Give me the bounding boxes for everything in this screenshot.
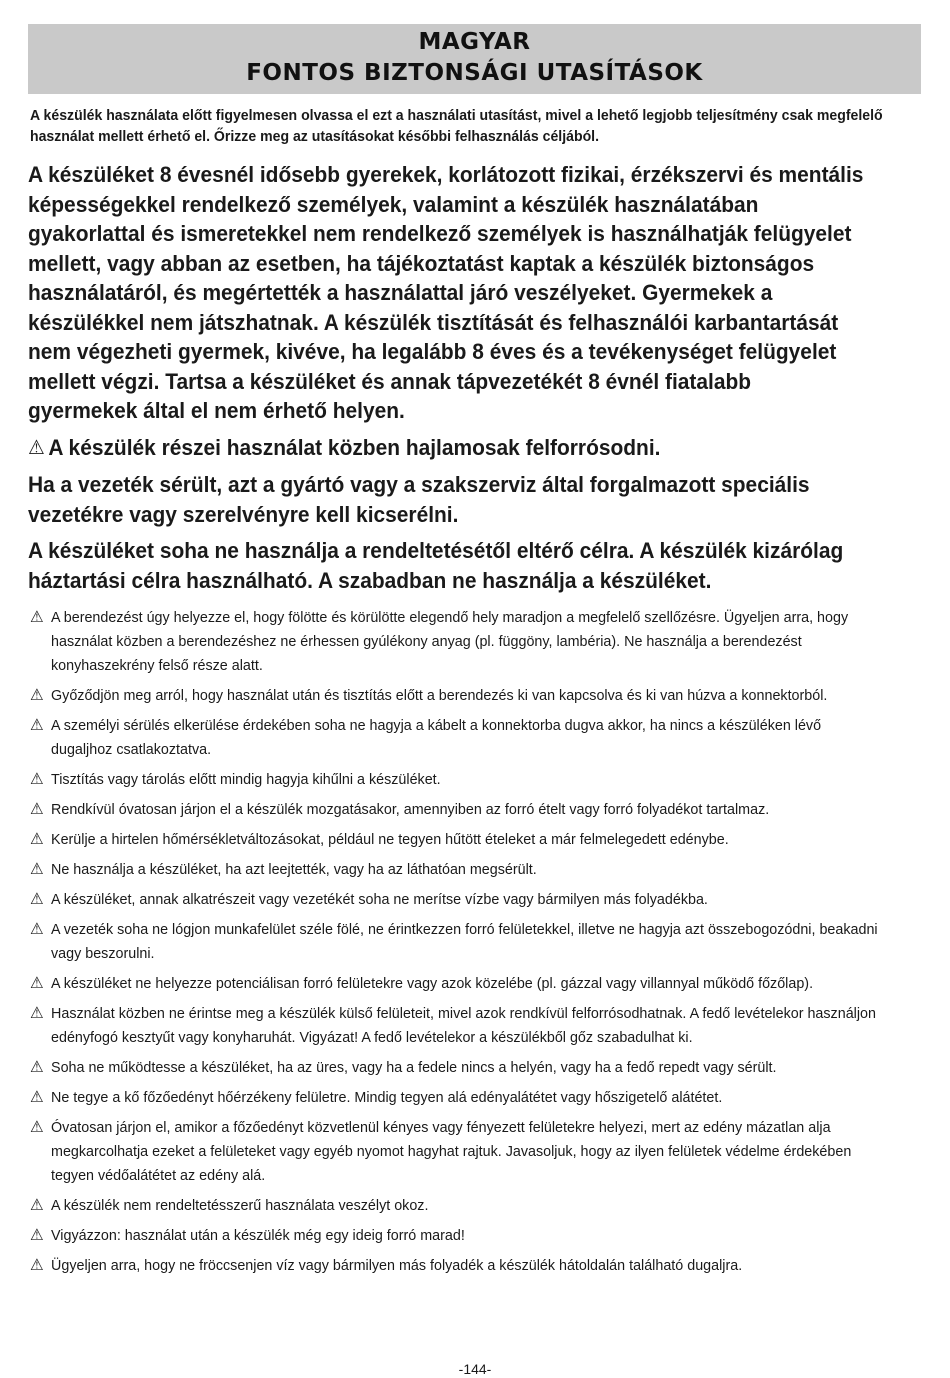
warning-triangle-icon: ⚠ [30,921,44,938]
warning-text: A készülék nem rendeltetésszerű használata veszélyt okoz. [51,1197,429,1214]
warning-triangle-icon: ⚠ [30,975,44,992]
warning-item [30,1116,885,1188]
warning-triangle-icon: ⚠ [30,771,44,788]
warning-triangle-icon: ⚠ [30,1119,44,1136]
warning-text: Ne tegye a kő főzőedényt hőérzékeny felületre. Mindig tegyen alá edényalátétet vagy hőszigetelő alátétet. [51,1089,723,1106]
warning-item [30,1056,885,1080]
hot-surface-warning-icon: ⚠ [28,436,45,459]
warning-item [30,1086,885,1110]
warning-item [30,768,885,792]
warning-item [30,828,885,852]
warning-item [30,888,885,912]
warning-item [30,1002,885,1050]
children-safety-paragraph: A készüléket 8 évesnél idősebb gyerekek, korlátozott fizikai, érzékszervi és mentális képességekkel rendelkező személyek, valamint a készülék használatában gyakorlattal és ismeretekkel nem rendelkező személyek is használhatják felügyelet mellett, vagy abban az esetben, ha tájékoztatást kaptak a készülék biztonságos használatáról, és megértették a használattal járó veszélyeket. Gyermekek a készülékkel nem játszhatnak. A készülék tisztítását és felhasználói karbantartását nem végezheti gyermek, kivéve, ha legalább 8 éves és a tevékenységet felügyelet mellett végzi. Tartsa a készüléket és annak tápvezetékét 8 évnél fiatalabb gyermekek által el nem érhető helyen. [28,162,864,423]
cord-replacement-paragraph: Ha a vezeték sérült, azt a gyártó vagy a szakszerviz által forgalmazott speciális vezetékre vagy szerelvényre kell kicserélni. [28,472,810,527]
warning-item [30,714,885,762]
warning-triangle-icon: ⚠ [30,831,44,848]
warning-text: A készüléket ne helyezze potenciálisan forró felületekre vagy azok közelébe (pl. gázzal vagy villannyal működő főzőlap). [51,975,814,992]
warning-text: Óvatosan járjon el, amikor a főzőedényt közvetlenül kényes vagy fényezett felületekre helyezi, mert az edény mázatlan alja megkarcolhatja ezeket a felületeket vagy egyéb nyomot hagyhat rajtuk. Javasoljuk, hogy az ilyen felületek védelme érdekében tegyen védőalátétet az edény alá. [51,1119,852,1184]
warning-item [30,1224,885,1248]
warning-text: Rendkívül óvatosan járjon el a készülék mozgatásakor, amennyiben az forró ételt vagy forró folyadékot tartalmaz. [51,801,770,818]
warning-text: Győződjön meg arról, hogy használat után és tisztítás előtt a berendezés ki van kapcsolva és ki van húzva a konnektorból. [51,687,828,704]
warning-triangle-icon: ⚠ [30,1089,44,1106]
warnings-list [30,606,925,1284]
warning-text: Ne használja a készüléket, ha azt leejtették, vagy ha az láthatóan megsérült. [51,861,537,878]
warning-item [30,798,885,822]
warning-triangle-icon: ⚠ [30,1005,44,1022]
warning-triangle-icon: ⚠ [30,861,44,878]
warning-text: Tisztítás vagy tárolás előtt mindig hagyja kihűlni a készüléket. [51,771,441,788]
warning-triangle-icon: ⚠ [30,717,44,734]
warning-text: Kerülje a hirtelen hőmérsékletváltozásokat, például ne tegyen hűtött ételeket a már felmelegedett edénybe. [51,831,729,848]
warning-triangle-icon: ⚠ [30,1257,44,1274]
hot-parts-paragraph [28,433,865,464]
warning-text: Használat közben ne érintse meg a készülék külső felületeit, mivel azok rendkívül felforrósodhatnak. A fedő levételekor használjon edényfogó kesztyűt vagy konyharuhát. Vigyázat! A fedő levételekor a készülékből gőz szabadulhat ki. [51,1005,876,1046]
intro-paragraph: A készülék használata előtt figyelmesen olvassa el ezt a használati utasítást, mivel a lehető legjobb teljesítmény csak megfelelő használat mellett érhető el. Őrizze meg az utasításokat későbbi felhasználás céljából. [30,108,883,145]
warning-triangle-icon: ⚠ [30,687,44,704]
warning-text: Vigyázzon: használat után a készülék még egy ideig forró marad! [51,1227,465,1244]
warning-text: Soha ne működtesse a készüléket, ha az üres, vagy ha a fedele nincs a helyén, vagy ha a fedő repedt vagy sérült. [51,1059,777,1076]
header-banner [28,24,921,94]
page-number: -144- [458,1361,492,1377]
hot-parts-text: A készülék részei használat közben hajlamosak felforrósodni. [48,434,661,460]
warning-item [30,684,885,708]
warning-item [30,1254,885,1278]
warning-triangle-icon: ⚠ [30,1197,44,1214]
page-title: FONTOS BIZTONSÁGI UTASÍTÁSOK [246,60,703,86]
warning-triangle-icon: ⚠ [30,1227,44,1244]
warning-text: A berendezést úgy helyezze el, hogy fölötte és körülötte elegendő hely maradjon a megfelelő szellőzésre. Ügyeljen arra, hogy használat közben a berendezéshez ne érhessen gyúlékony anyag (pl. függöny, lambéria). Ne használja a berendezést konyhaszekrény felső része alatt. [51,609,849,674]
intended-use-paragraph: A készüléket soha ne használja a rendeltetésétől eltérő célra. A készülék kizárólag háztartási célra használható. A szabadban ne használja a készüléket. [28,538,844,593]
warning-item [30,972,885,996]
warning-triangle-icon: ⚠ [30,801,44,818]
warning-triangle-icon: ⚠ [30,891,44,908]
warning-triangle-icon: ⚠ [30,609,44,626]
warning-triangle-icon: ⚠ [30,1059,44,1076]
warning-text: A vezeték soha ne lógjon munkafelület széle fölé, ne érintkezzen forró felületekkel, illetve ne hagyja azt összebogozódni, beakadni vagy beszorulni. [51,921,878,962]
warning-text: A készüléket, annak alkatrészeit vagy vezetékét soha ne merítse vízbe vagy bármilyen más folyadékba. [51,891,708,908]
language-heading: MAGYAR [418,29,531,55]
warning-item [30,606,885,678]
warning-item [30,858,885,882]
warning-item [30,918,885,966]
warning-item [30,1194,885,1218]
warning-text: Ügyeljen arra, hogy ne fröccsenjen víz vagy bármilyen más folyadék a készülék hátoldalán található dugaljra. [51,1257,743,1274]
warning-text: A személyi sérülés elkerülése érdekében soha ne hagyja a kábelt a konnektorba dugva akkor, ha nincs a készüléken lévő dugaljhoz csatlakoztatva. [51,717,822,758]
